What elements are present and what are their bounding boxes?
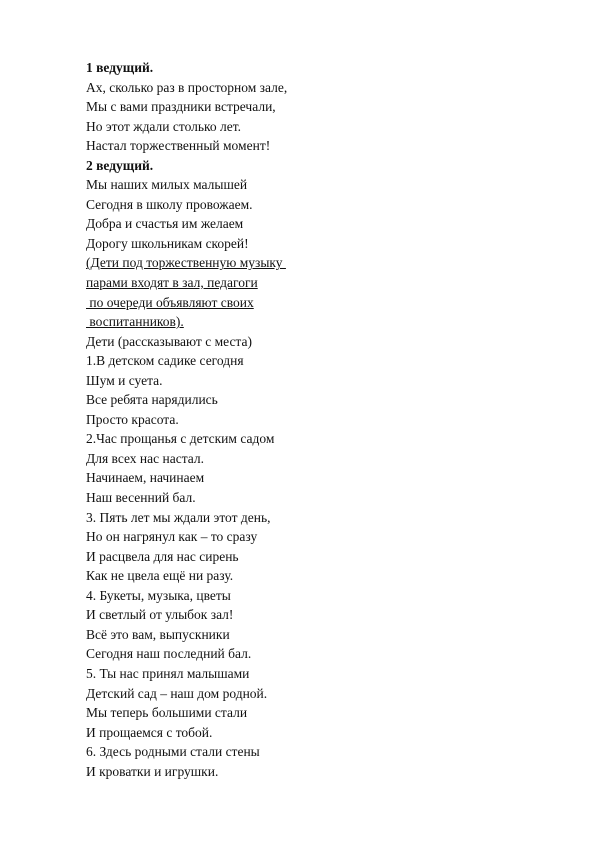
speaker-heading: 2 ведущий. <box>86 157 154 173</box>
text-line: Сегодня наш последний бал. <box>86 646 252 662</box>
text-line: Но он нагрянул как – то сразу <box>86 529 258 545</box>
speaker-heading: 1 ведущий. <box>86 60 154 75</box>
text-line: Мы наших милых малышей <box>86 177 248 193</box>
text-line: И светлый от улыбок зал! <box>86 607 234 623</box>
text-line: Сегодня в школу провожаем. <box>86 196 253 212</box>
text-line: Но этот ждали столько лет. <box>86 118 242 134</box>
stage-direction-line: по очереди объявляют своих <box>86 294 254 310</box>
text-line: 4. Букеты, музыка, цветы <box>86 587 231 603</box>
text-line: Шум и суета. <box>86 372 163 388</box>
text-line: Для всех нас настал. <box>86 450 204 466</box>
text-line: Начинаем, начинаем <box>86 470 205 486</box>
text-line: Мы с вами праздники встречали, <box>86 99 276 115</box>
script-text-body <box>86 58 546 781</box>
text-line: И прощаемся с тобой. <box>86 724 213 740</box>
text-line: И расцвела для нас сирень <box>86 548 239 564</box>
text-line: 1.В детском садике сегодня <box>86 353 244 369</box>
text-line: Как не цвела ещё ни разу. <box>86 568 234 584</box>
text-line: Просто красота. <box>86 411 179 427</box>
text-line: Ах, сколько раз в просторном зале, <box>86 79 288 95</box>
text-line: 5. Ты нас принял малышами <box>86 665 250 681</box>
text-line: Мы теперь большими стали <box>86 705 248 721</box>
text-line: И кроватки и игрушки. <box>86 763 219 779</box>
text-line: Все ребята нарядились <box>86 392 218 408</box>
text-line: Дорогу школьникам скорей! <box>86 235 249 251</box>
stage-direction-line: воспитанников). <box>86 314 184 330</box>
text-line: Дети (рассказывают с места) <box>86 333 252 349</box>
text-line: Настал торжественный момент! <box>86 138 271 154</box>
text-line: Наш весенний бал. <box>86 490 196 506</box>
stage-direction-line: (Дети под торжественную музыку <box>86 255 286 271</box>
text-line: 6. Здесь родными стали стены <box>86 744 260 760</box>
text-line: 3. Пять лет мы ждали этот день, <box>86 509 271 525</box>
text-line: Всё это вам, выпускники <box>86 626 230 642</box>
stage-direction-line: парами входят в зал, педагоги <box>86 275 258 291</box>
text-line: Детский сад – наш дом родной. <box>86 685 268 701</box>
text-line: 2.Час прощанья с детским садом <box>86 431 275 447</box>
text-line: Добра и счастья им желаем <box>86 216 244 232</box>
